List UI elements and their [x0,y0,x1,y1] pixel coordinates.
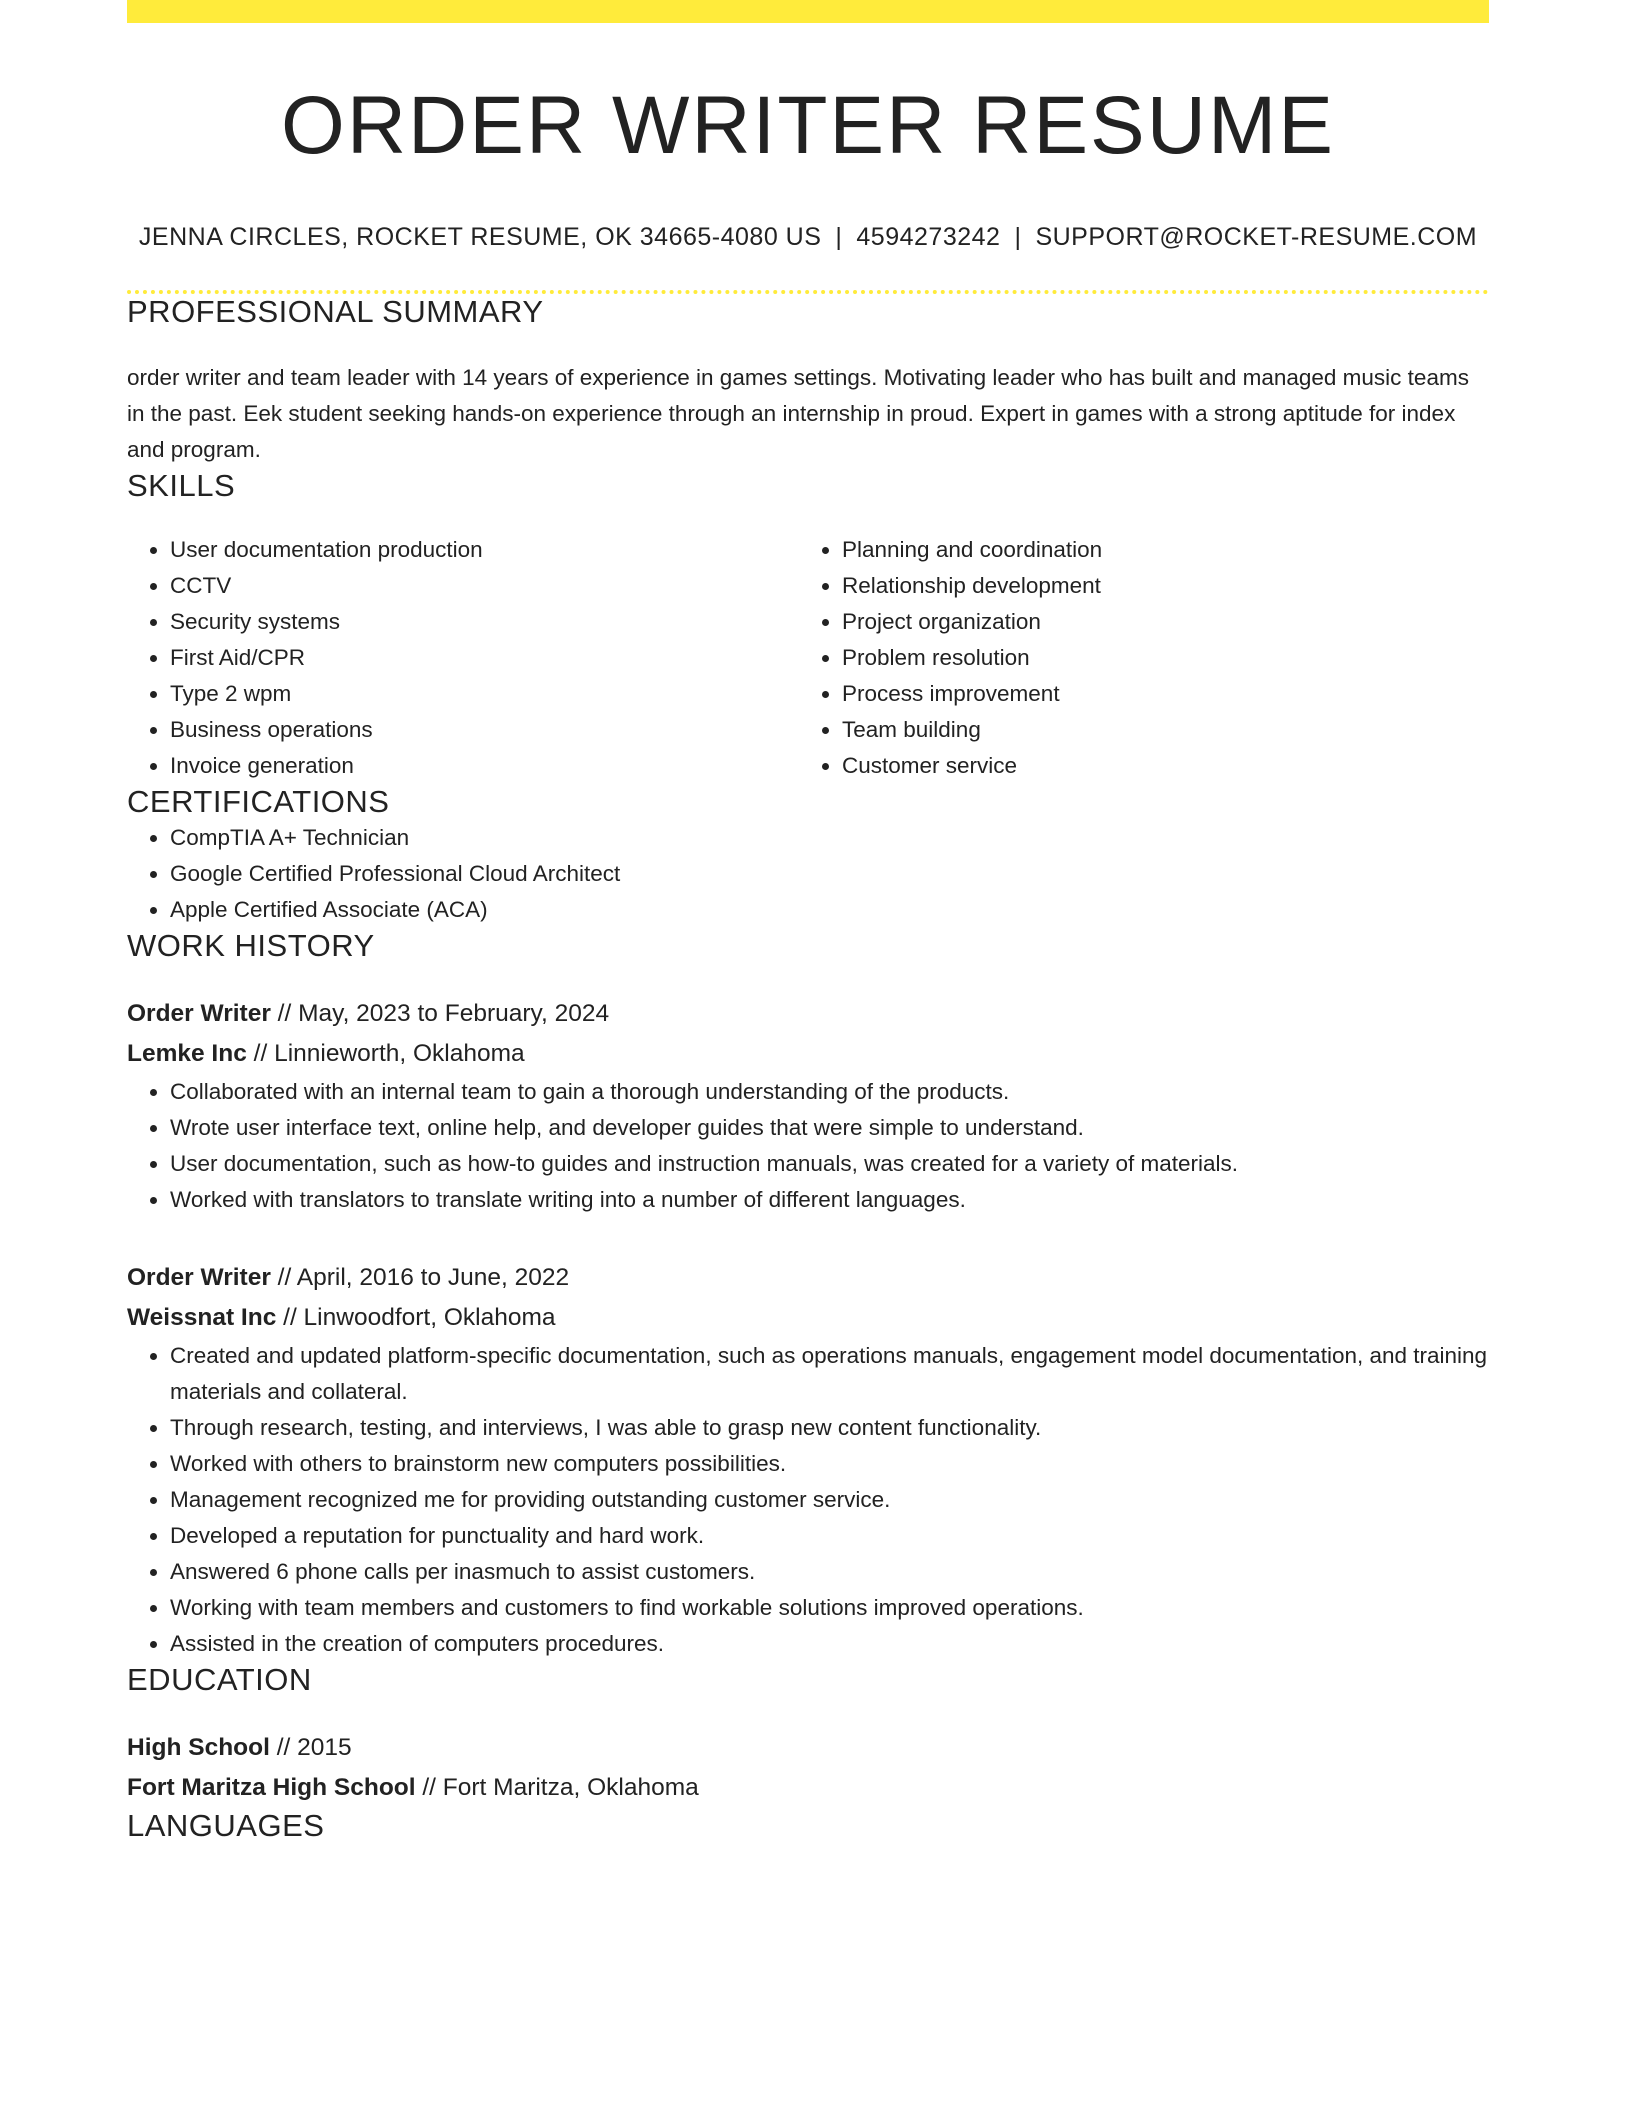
education-section [127,1662,1489,1808]
job-bullet: • Wrote user interface text, online help, and developer guides that were simple to understand. [170,1110,1489,1146]
job-bullet: • Created and updated platform-specific documentation, such as operations manuals, engagement model documentation, and training materials and collateral. [170,1338,1489,1410]
contact-address: JENNA CIRCLES, ROCKET RESUME, OK 34665-4080 US [138,223,822,252]
languages-heading: LANGUAGES [127,1808,325,1844]
certifications-list [127,820,1489,928]
work-history-heading: WORK HISTORY [127,928,375,964]
job-title-line [127,1258,1489,1298]
job-bullet: • Assisted in the creation of computers procedures. [170,1626,1489,1662]
job-location: // Linnieworth, Oklahoma [246,1040,525,1068]
contact-separator: | [1014,223,1022,252]
job-title-line [127,994,1489,1034]
job-company-line [127,1034,1489,1074]
job-company: Weissnat Inc [127,1304,277,1332]
accent-bar [127,0,1489,23]
job-company: Lemke Inc [127,1040,247,1068]
languages-section [127,1808,1489,1844]
job-bullet: • User documentation, such as how-to guides and instruction manuals, was created for a variety of materials. [170,1146,1489,1182]
skill-item: • Business operations [170,712,799,748]
education-location: // Fort Maritza, Oklahoma [415,1774,699,1802]
certifications-section [127,784,1489,928]
skill-item: • First Aid/CPR [170,640,799,676]
skill-item: • Security systems [170,604,799,640]
job-dates: // May, 2023 to February, 2024 [270,1000,610,1028]
job-location: // Linwoodfort, Oklahoma [276,1304,556,1332]
page-title: ORDER WRITER RESUME [281,80,1335,171]
skills-list-right [799,532,1471,784]
job-title: Order Writer [127,1000,271,1028]
summary-heading: PROFESSIONAL SUMMARY [127,294,544,330]
education-year: // 2015 [269,1734,352,1762]
education-heading: EDUCATION [127,1662,312,1698]
summary-text: order writer and team leader with 14 years of experience in games settings. Motivating leader who has built and managed music teams in the past. Eek student seeking hands-on experience through an internship in proud. Expert in games with a strong aptitude for index and program. [127,365,1469,463]
contact-line [127,223,1489,252]
job-entry [127,994,1489,1218]
work-history-section [127,928,1489,1662]
skill-item: • Team building [842,712,1471,748]
job-bullet-list [127,1074,1489,1218]
skill-item: • Type 2 wpm [170,676,799,712]
skills-heading: SKILLS [127,468,236,504]
job-bullet: • Worked with translators to translate writing into a number of different languages. [170,1182,1489,1218]
skill-item: • Problem resolution [842,640,1471,676]
education-school: Fort Maritza High School [127,1774,416,1802]
skill-item: • CCTV [170,568,799,604]
job-dates: // April, 2016 to June, 2022 [270,1264,570,1292]
skill-item: • Relationship development [842,568,1471,604]
resume-page [127,0,1489,1844]
job-bullet: • Working with team members and customers to find workable solutions improved operations. [170,1590,1489,1626]
job-bullet: • Developed a reputation for punctuality and hard work. [170,1518,1489,1554]
contact-phone: 4594273242 [856,223,1001,252]
skills-columns [127,532,1489,784]
certifications-heading: CERTIFICATIONS [127,784,390,820]
skills-column-right [799,532,1471,784]
contact-separator: | [835,223,843,252]
certification-item: • Google Certified Professional Cloud Architect [170,856,1489,892]
education-school-line [127,1768,1489,1808]
job-bullet: • Worked with others to brainstorm new computers possibilities. [170,1446,1489,1482]
job-bullet: • Answered 6 phone calls per inasmuch to assist customers. [170,1554,1489,1590]
education-entry [127,1728,1489,1808]
summary-section [127,294,1489,468]
certification-item: • Apple Certified Associate (ACA) [170,892,1489,928]
job-title: Order Writer [127,1264,271,1292]
job-company-line [127,1298,1489,1338]
job-entry [127,1258,1489,1662]
skills-section [127,468,1489,784]
certification-item: • CompTIA A+ Technician [170,820,1489,856]
job-bullet: • Collaborated with an internal team to gain a thorough understanding of the products. [170,1074,1489,1110]
skill-item: • Customer service [842,748,1471,784]
skill-item: • Project organization [842,604,1471,640]
job-bullet: • Through research, testing, and interviews, I was able to grasp new content functionality. [170,1410,1489,1446]
contact-email: SUPPORT@ROCKET-RESUME.COM [1035,223,1478,252]
skill-item: • Process improvement [842,676,1471,712]
skill-item: • Planning and coordination [842,532,1471,568]
skill-item: • User documentation production [170,532,799,568]
job-bullet-list [127,1338,1489,1662]
education-degree-line [127,1728,1489,1768]
skill-item: • Invoice generation [170,748,799,784]
skills-list-left [127,532,799,784]
skills-column-left [127,532,799,784]
education-degree: High School [127,1734,270,1762]
job-bullet: • Management recognized me for providing outstanding customer service. [170,1482,1489,1518]
